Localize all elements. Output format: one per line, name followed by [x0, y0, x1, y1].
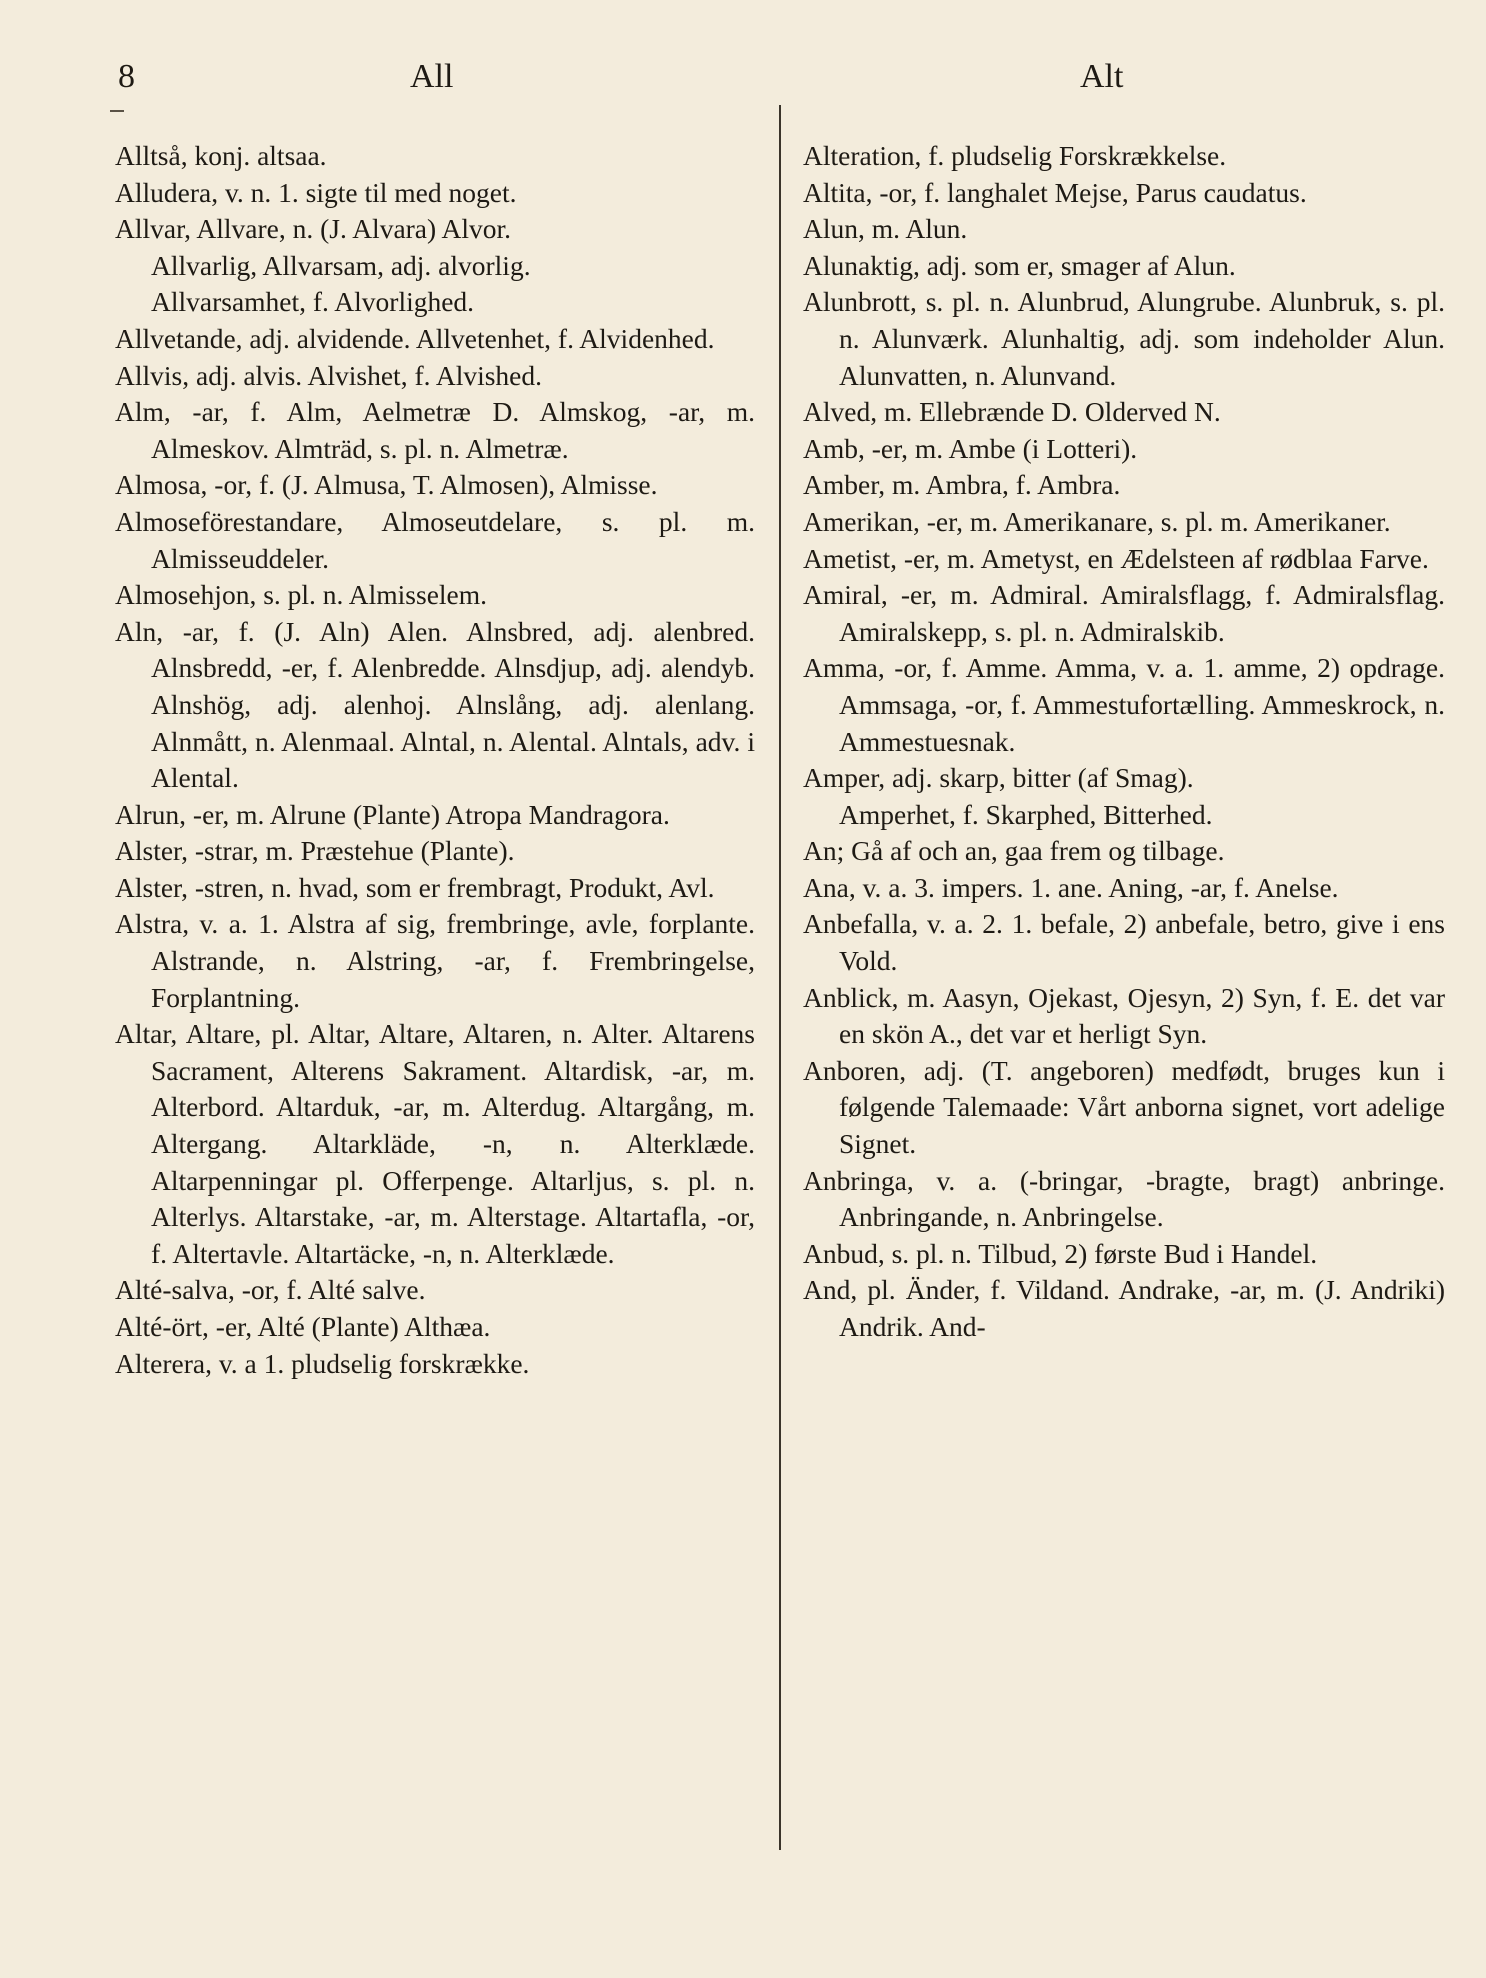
entry: Amb, -er, m. Ambe (i Lotteri). — [803, 432, 1138, 464]
entry: Amperhet, f. Skarphed, Bitterhed. — [839, 798, 1213, 830]
entry: Alun, m. Alun. — [803, 213, 968, 245]
left-column — [115, 138, 755, 1382]
entry: Amerikan, -er, m. Amerikanare, s. pl. m. Amerikaner. — [803, 505, 1391, 537]
entry: Alunbrott, s. pl. n. Alunbrud, Alungrube. Alunbruk, s. pl. n. Alunværk. Alunhaltig, adj. som indeholder Alun. Alunvatten, n. Alunvand. — [803, 286, 1445, 391]
page-header — [0, 58, 1486, 108]
page-number: 8 — [118, 58, 135, 95]
entry: Alstra, v. a. 1. Alstra af sig, frembringe, avle, forplante. Alstrande, n. Alstring, -ar, f. Frembringelse, Forplantning. — [115, 908, 755, 1013]
entry: Aln, -ar, f. (J. Aln) Alen. Alnsbred, adj. alenbred. Alnsbredd, -er, f. Alenbredde. Alnsdjup, adj. alendyb. Alnshög, adj. alenhoj. Alnslång, adj. alenlang. Alnmått, n. Alenmaal. Alntal, n. Alental. Alntals, adv. i Alental. — [115, 615, 755, 794]
entry: Anblick, m. Aasyn, Ojekast, Ojesyn, 2) Syn, f. E. det var en skön A., det var et herligt Syn. — [803, 981, 1445, 1050]
entry: Alster, -strar, m. Præstehue (Plante). — [115, 835, 515, 867]
entry: Alteration, f. pludselig Forskrækkelse. — [803, 140, 1227, 171]
entry: Alster, -stren, n. hvad, som er frembragt, Produkt, Avl. — [115, 871, 715, 903]
entry: Allvis, adj. alvis. Alvishet, f. Alvished. — [115, 359, 543, 391]
entry: Allvetande, adj. alvidende. Allvetenhet, f. Alvidenhed. — [115, 322, 715, 354]
entry: Alm, -ar, f. Alm, Aelmetræ D. Almskog, -ar, m. Almeskov. Almträd, s. pl. n. Almetræ. — [115, 396, 755, 464]
entry: Amber, m. Ambra, f. Ambra. — [803, 469, 1121, 501]
entry: Alrun, -er, m. Alrune (Plante) Atropa Mandragora. — [115, 798, 670, 830]
entry: Altar, Altare, pl. Altar, Altare, Altaren, n. Alter. Altarens Sacrament, Alterens Sakrament. Altardisk, -ar, m. Alterbord. Altarduk, -ar, m. Alterdug. Altargång, m. Altergang. Altarkläde, -n, n. Alterklæde. Altarpenningar pl. Offerpenge. Altarljus, s. pl. n. Alterlys. Altarstake, -ar, m. Alterstage. Altartafla, -or, f. Altertavle. Altartäcke, -n, n. Alterklæde. — [115, 1018, 755, 1269]
entry: Altita, -or, f. langhalet Mejse, Parus caudatus. — [803, 176, 1307, 208]
entry: Almosa, -or, f. (J. Almusa, T. Almosen), Almisse. — [115, 469, 658, 501]
entry: Ametist, -er, m. Ametyst, en Ædelsteen af rødblaa Farve. — [803, 542, 1429, 574]
right-guide-word: Alt — [1080, 58, 1124, 95]
entry: Allvar, Allvare, n. (J. Alvara) Alvor. — [115, 213, 512, 245]
entry: Amma, -or, f. Amme. Amma, v. a. 1. amme, 2) opdrage. Ammsaga, -or, f. Ammestufortælling. Ammeskrock, n. Ammestuesnak. — [803, 652, 1445, 757]
entry: Almosehjon, s. pl. n. Almisselem. — [115, 579, 488, 611]
entry: Anbefalla, v. a. 2. 1. befale, 2) anbefale, betro, give i ens Vold. — [803, 908, 1445, 977]
entry: Allvarlig, Allvarsam, adj. alvorlig. — [151, 249, 531, 281]
entry: Anboren, adj. (T. angeboren) medfødt, bruges kun i følgende Talemaade: Vårt anborna signet, vort adelige Signet. — [803, 1054, 1445, 1160]
entry: Anbringa, v. a. (-bringar, -bragte, bragt) anbringe. Anbringande, n. Anbringelse. — [803, 1164, 1445, 1233]
entry: And, pl. Änder, f. Vildand. Andrake, -ar, m. (J. Andriki) Andrik. And- — [803, 1274, 1445, 1342]
left-guide-word: All — [410, 58, 454, 95]
entry: Alté-salva, -or, f. Alté salve. — [115, 1274, 426, 1306]
entry: Amiral, -er, m. Admiral. Amiralsflagg, f. Admiralsflag. Amiralskepp, s. pl. n. Admiralskib. — [803, 579, 1445, 647]
entry: Alltså, konj. altsaa. — [115, 140, 327, 171]
entry: Almoseförestandare, Almoseutdelare, s. pl. m. Almisseuddeler. — [115, 505, 755, 574]
header-rule — [110, 110, 124, 112]
right-column — [803, 138, 1445, 1346]
entry: Alterera, v. a 1. pludselig forskrække. — [115, 1347, 530, 1379]
entry: Allvarsamhet, f. Alvorlighed. — [151, 286, 475, 318]
entry: Alunaktig, adj. som er, smager af Alun. — [803, 249, 1236, 281]
entry: An; Gå af och an, gaa frem og tilbage. — [803, 835, 1225, 867]
entry: Anbud, s. pl. n. Tilbud, 2) første Bud i Handel. — [803, 1237, 1318, 1269]
entry: Ana, v. a. 3. impers. 1. ane. Aning, -ar, f. Anelse. — [803, 871, 1339, 903]
entry: Alludera, v. n. 1. sigte til med noget. — [115, 176, 517, 208]
column-divider — [779, 105, 781, 1850]
entry: Alté-ört, -er, Alté (Plante) Althæa. — [115, 1311, 491, 1342]
entry: Amper, adj. skarp, bitter (af Smag). — [803, 762, 1194, 794]
entry: Alved, m. Ellebrænde D. Olderved N. — [803, 396, 1221, 428]
